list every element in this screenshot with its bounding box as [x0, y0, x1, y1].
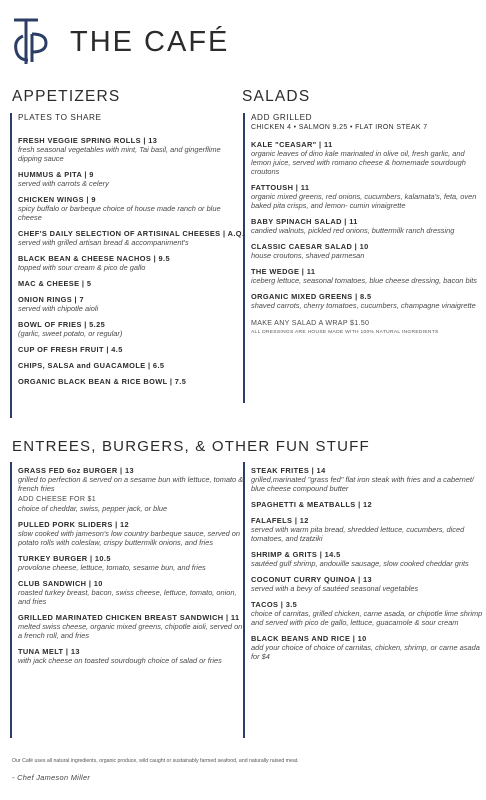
menu-item-name: FRESH VEGGIE SPRING ROLLS | 13	[18, 136, 158, 145]
menu-item	[18, 554, 246, 572]
menu-item-description: choice of carnitas, grilled chicken, carne asada, or chipotle lime shrimp and served with pico de gallo, lettuce, guacamole & sour cream	[251, 609, 483, 627]
menu-item-description: grilled to perfection & served on a sesame bun with lettuce, tomato & french fries	[18, 475, 244, 493]
menu-item-description: served with a bevy of sautéed seasonal vegetables	[251, 584, 419, 593]
cafe-logo	[12, 14, 56, 66]
menu-item	[18, 613, 246, 640]
menu-item-name: CUP OF FRESH FRUIT | 4.5	[18, 345, 123, 354]
menu-item	[18, 466, 246, 513]
menu-item	[251, 634, 483, 661]
menu-item-description: served with carrots & celery	[18, 179, 109, 188]
menu-item-description: fresh seasonal vegetables with mint, Tai basil, and gingerflime dipping sauce	[18, 145, 221, 163]
menu-item	[251, 600, 483, 627]
menu-item-name: THE WEDGE | 11	[251, 267, 316, 276]
menu-item-description: served with chipotle aioli	[18, 304, 99, 313]
salads-heading: SALADS	[242, 88, 311, 105]
menu-item	[18, 229, 246, 247]
menu-item	[18, 520, 246, 547]
menu-item-name: TUNA MELT | 13	[18, 647, 80, 656]
menu-item	[251, 242, 483, 260]
menu-item	[251, 267, 483, 285]
menu-item	[251, 466, 483, 493]
menu-item-name: ORGANIC BLACK BEAN & RICE BOWL | 7.5	[18, 377, 187, 386]
salads-add-line: CHICKEN 4 • SALMON 9.25 • FLAT IRON STEAK 7	[251, 124, 428, 131]
menu-item-description: served with grilled artisan bread & accompaniment's	[18, 238, 189, 247]
menu-item	[251, 550, 483, 568]
menu-item	[251, 217, 483, 235]
menu-item-description: provolone cheese, lettuce, tomato, sesame bun, and fries	[18, 563, 206, 572]
menu-item	[18, 279, 246, 288]
entrees-heading: ENTREES, BURGERS, & OTHER FUN STUFF	[12, 438, 370, 455]
entrees-left-list	[18, 466, 246, 665]
menu-item-description: topped with sour cream & pico de gallo	[18, 263, 146, 272]
menu-item-name: TACOS | 3.5	[251, 600, 298, 609]
menu-item-name: BLACK BEANS AND RICE | 10	[251, 634, 367, 643]
appetizers-column	[10, 113, 246, 418]
menu-item-name: HUMMUS & PITA | 9	[18, 170, 94, 179]
menu-item	[251, 292, 483, 310]
menu-item-description: with jack cheese on toasted sourdough choice of salad or fries	[18, 656, 222, 665]
menu-item-name: FATTOUSH | 11	[251, 183, 310, 192]
menu-item-name: ORGANIC MIXED GREENS | 8.5	[251, 292, 372, 301]
salads-list	[251, 140, 483, 310]
menu-item-description: slow cooked with jameson's low country barbeque sauce, served on potato rolls with coleslaw, crispy buttermilk onions, and fries	[18, 529, 241, 547]
menu-item-description: served with warm pita bread, shredded lettuce, cucumbers, diced tomatoes, and tzatziki	[251, 525, 465, 543]
menu-item-name: CHIPS, SALSA and GUACAMOLE | 6.5	[18, 361, 165, 370]
menu-item-description: (garlic, sweet potato, or regular)	[18, 329, 123, 338]
menu-item-name: MAC & CHEESE | 5	[18, 279, 92, 288]
menu-item-description: grilled,marinated "grass fed" flat iron steak with fries and a cabernet/ blue cheese compound butter	[251, 475, 474, 493]
menu-item	[18, 345, 246, 354]
menu-item-name: SHRIMP & GRITS | 14.5	[251, 550, 341, 559]
appetizers-subtitle: PLATES TO SHARE	[18, 113, 102, 122]
menu-item-name: STEAK FRITES | 14	[251, 466, 326, 475]
menu-item-name: TURKEY BURGER | 10.5	[18, 554, 111, 563]
brand-title: THE CAFÉ	[70, 26, 230, 58]
menu-item	[18, 195, 246, 222]
menu-item-description: spicy buffalo or barbeque choice of house made ranch or blue cheese	[18, 204, 221, 222]
entrees-right-list	[251, 466, 483, 661]
menu-item-name: COCONUT CURRY QUINOA | 13	[251, 575, 373, 584]
appetizers-list	[18, 136, 246, 386]
menu-item-name: BABY SPINACH SALAD | 11	[251, 217, 358, 226]
menu-item	[18, 579, 246, 606]
menu-item	[251, 140, 483, 176]
appetizers-heading: APPETIZERS	[12, 88, 121, 105]
menu-item-description: melted swiss cheese, organic mixed greens, chipotle aioli, served on a french roll, and fries	[18, 622, 243, 640]
menu-item-name: PULLED PORK SLIDERS | 12	[18, 520, 130, 529]
menu-item-name: CHICKEN WINGS | 9	[18, 195, 96, 204]
menu-item-name: CLUB SANDWICH | 10	[18, 579, 103, 588]
menu-item-description: organic leaves of dino kale marinated in olive oil, fresh garlic, and lemon juice, served with romano cheese & homemade sourdough croutons	[251, 149, 466, 176]
menu-item	[18, 254, 246, 272]
salads-column	[243, 113, 483, 403]
menu-item-description: sautéed gulf shrimp, andouille sausage, slow cooked cheddar grits	[251, 559, 469, 568]
menu-item	[18, 136, 246, 163]
menu-item	[251, 516, 483, 543]
menu-item-name: GRILLED MARINATED CHICKEN BREAST SANDWICH | 11	[18, 613, 240, 622]
menu-item-description: candied walnuts, pickled red onions, buttermilk ranch dressing	[251, 226, 455, 235]
menu-item-description: organic mixed greens, red onions, cucumbers, kalamata's, feta, oven baked pita crisps, and lemon- cumin vinaigrette	[251, 192, 477, 210]
menu-item-name: GRASS FED 6oz BURGER | 13	[18, 466, 134, 475]
salads-wrap-note: MAKE ANY SALAD A WRAP $1.50	[251, 319, 370, 327]
entrees-right-column	[243, 462, 483, 738]
menu-item-description: add your choice of choice of carnitas, chicken, shrimp, or carne asada for $4	[251, 643, 480, 661]
menu-item-name: CHEF'S DAILY SELECTION OF ARTISINAL CHEESES | A.Q.	[18, 229, 245, 238]
menu-item-name: KALE "CEASAR" | 11	[251, 140, 333, 149]
menu-item-description: iceberg lettuce, seasonal tomatoes, blue cheese dressing, bacon bits	[251, 276, 477, 285]
menu-item	[18, 320, 246, 338]
salads-subtitle: ADD GRILLED	[251, 113, 313, 122]
menu-item-name: BLACK BEAN & CHEESE NACHOS | 9.5	[18, 254, 171, 263]
menu-item-name: SPAGHETTI & MEATBALLS | 12	[251, 500, 373, 509]
menu-item-addon: ADD CHEESE FOR $1	[18, 495, 97, 503]
menu-item-addon-description: choice of cheddar, swiss, pepper jack, or blue	[18, 504, 168, 513]
menu-item-description: house croutons, shaved parmesan	[251, 251, 365, 260]
menu-item	[251, 183, 483, 210]
menu-item	[18, 295, 246, 313]
menu-item-description: roasted turkey breast, bacon, swiss cheese, lettuce, tomato, onion, and fries	[18, 588, 237, 606]
menu-item	[18, 377, 246, 386]
salads-dressing-note: ALL DRESSINGS ARE HOUSE MADE WITH 100% NATURAL INGREDIENTS	[251, 330, 439, 335]
menu-item-description: shaved carrots, cherry tomatoes, cucumbers, champagne vinaigrette	[251, 301, 476, 310]
menu-item	[18, 647, 246, 665]
menu-item-name: ONION RINGS | 7	[18, 295, 84, 304]
menu-item	[18, 170, 246, 188]
menu-item-name: FALAFELS | 12	[251, 516, 309, 525]
menu-item-name: BOWL OF FRIES | 5.25	[18, 320, 106, 329]
menu-item	[251, 575, 483, 593]
menu-item	[251, 500, 483, 509]
menu-item-name: CLASSIC CAESAR SALAD | 10	[251, 242, 369, 251]
footer-note: Our Café uses all natural ingredients, organic produce, wild caught or sustainably farmed seafood, and naturally raised meat.	[12, 758, 299, 764]
menu-item	[18, 361, 246, 370]
chef-signature: - Chef Jameson Miller	[12, 773, 91, 782]
entrees-left-column	[10, 462, 246, 738]
